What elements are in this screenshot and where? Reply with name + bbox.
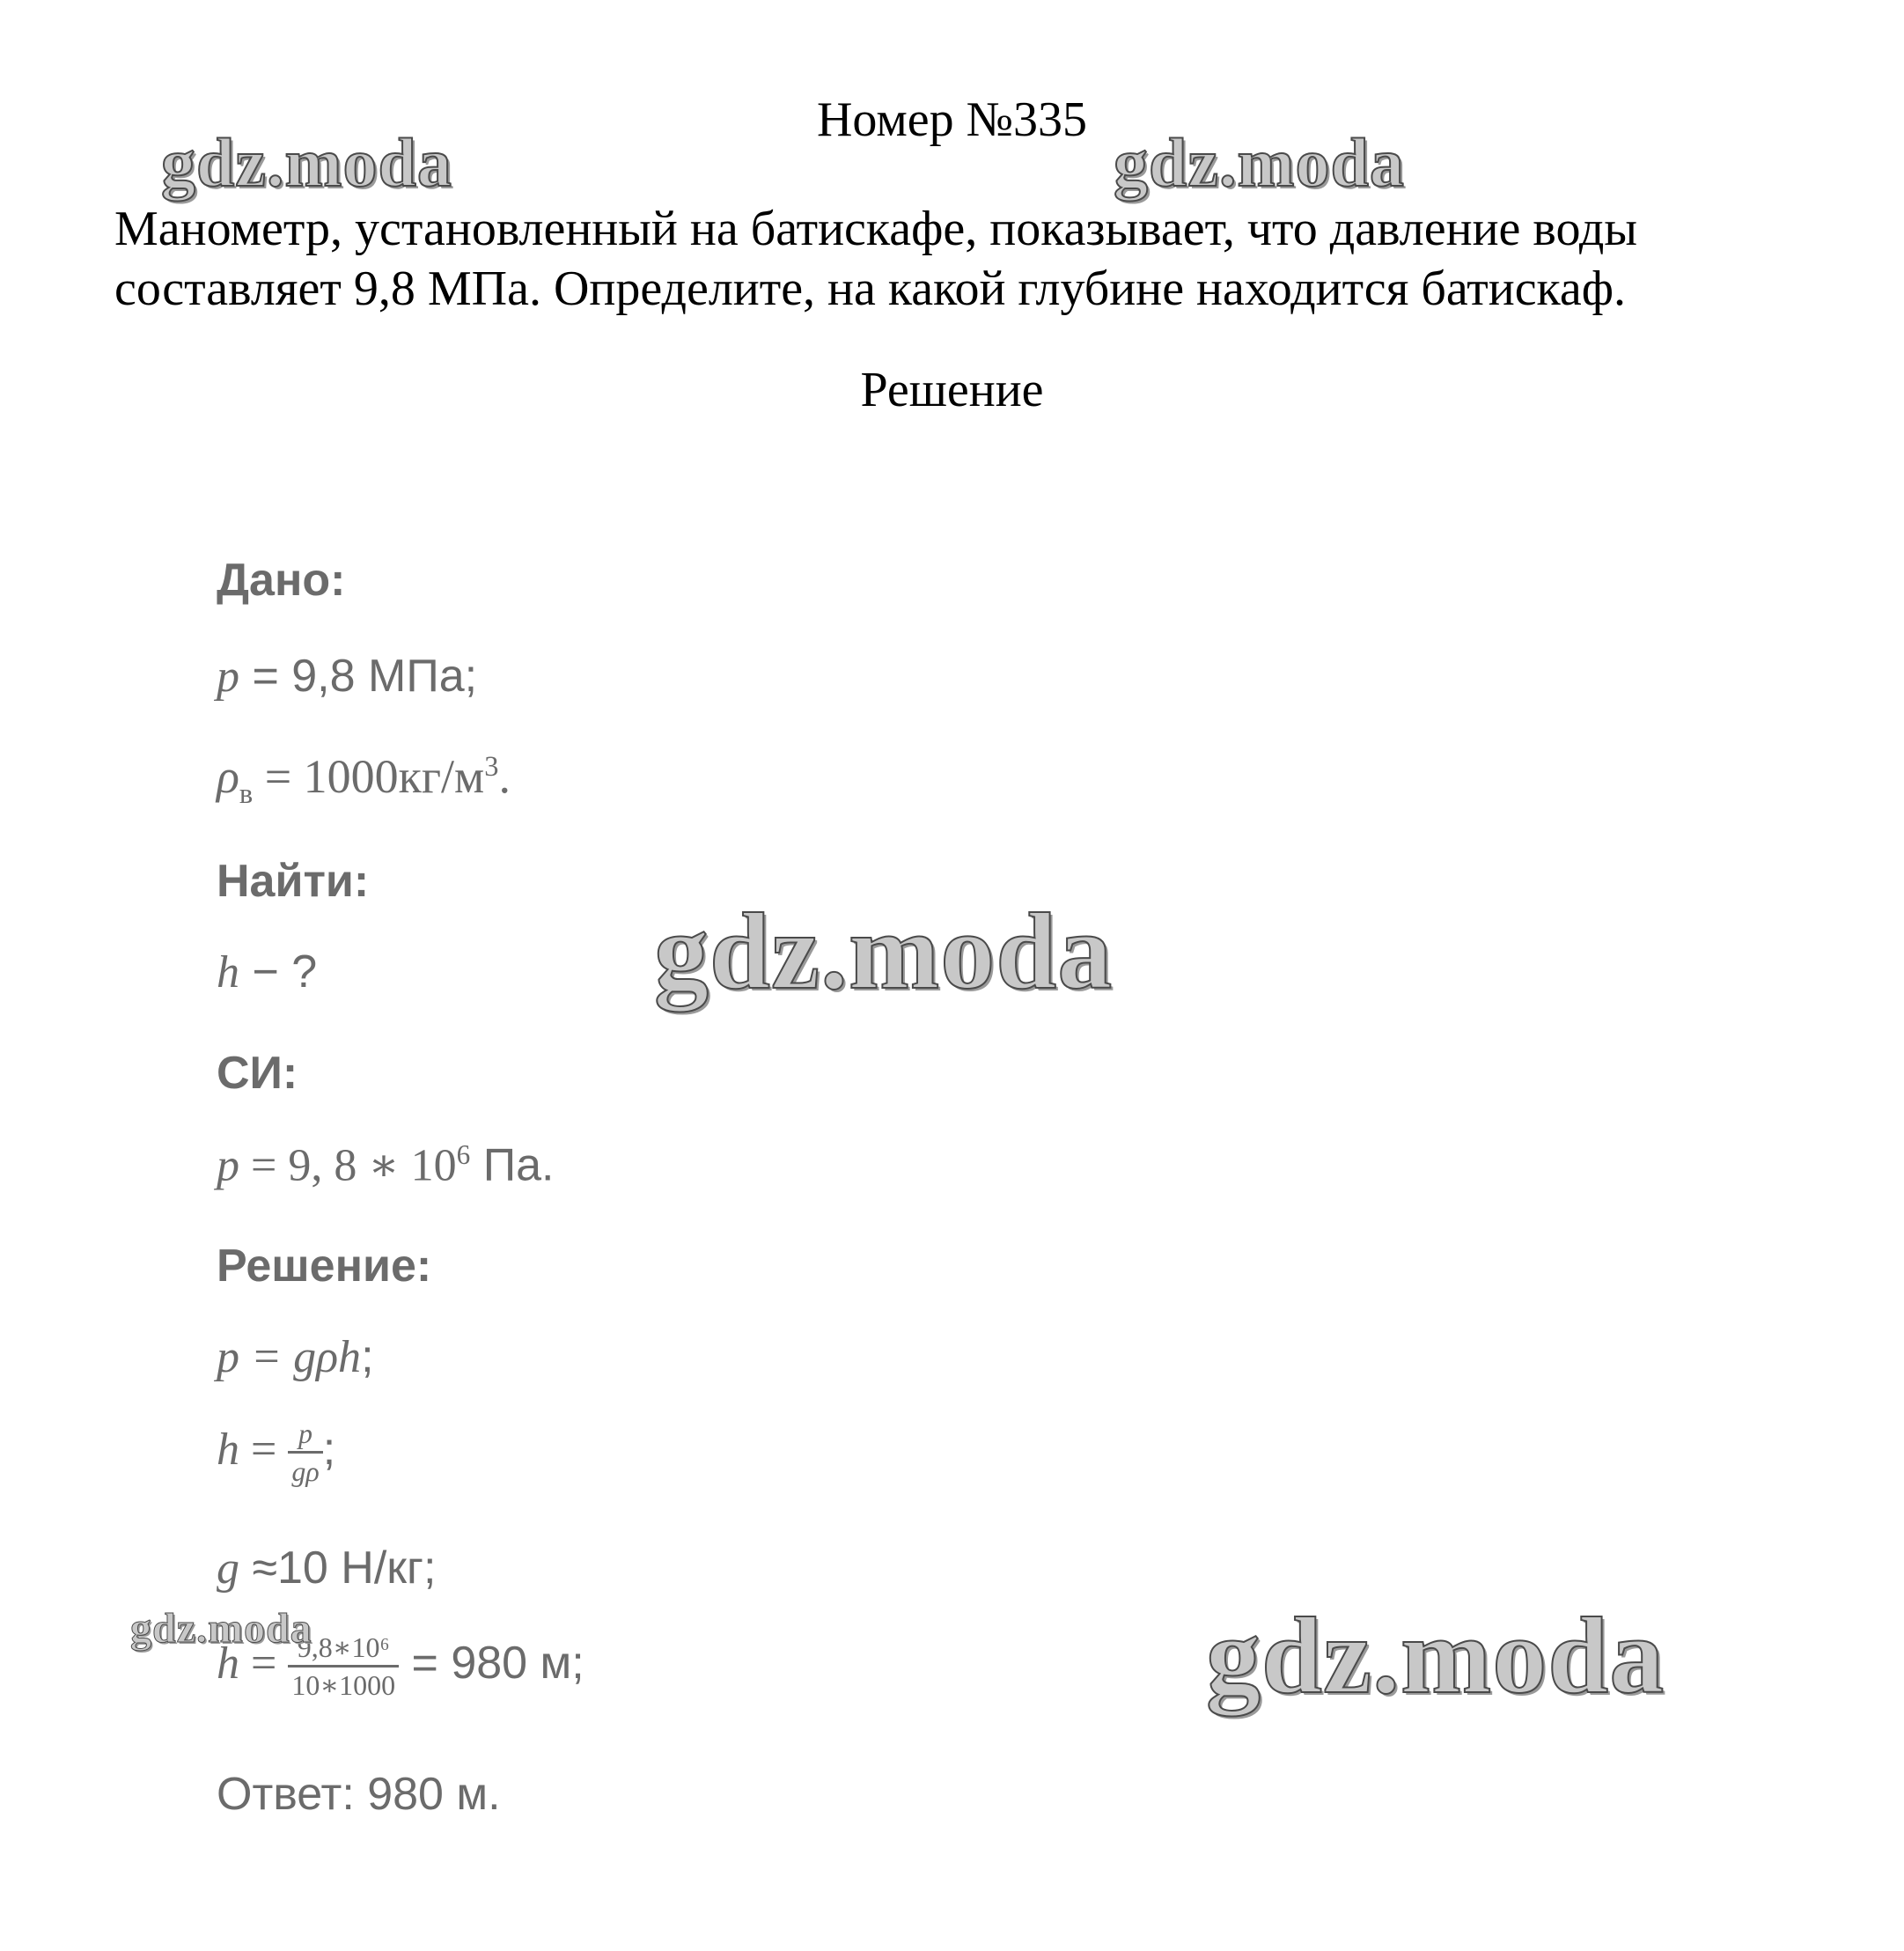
formula2-numerator: p: [288, 1419, 322, 1454]
g-variable: g: [217, 1543, 239, 1594]
solution-heading: Решение: [860, 363, 1044, 417]
formula2-end: ;: [322, 1424, 336, 1476]
formula2-denominator: gρ: [291, 1455, 320, 1487]
problem-line-2: составляет 9,8 МПа. Определите, на какой глубине находится батискаф.: [114, 261, 1627, 316]
rho-superscript: 3: [484, 751, 499, 783]
formula2-fraction: [288, 1419, 322, 1485]
calc-result: = 980 м;: [399, 1638, 584, 1690]
si-value: = 9, 8 ∗ 10: [239, 1140, 457, 1191]
h-find-value: − ?: [239, 946, 318, 998]
rho-subscript: в: [239, 777, 254, 810]
watermark-1: gdz.moda: [161, 124, 452, 201]
si-pressure: [217, 1141, 554, 1189]
formula-pressure: [217, 1331, 374, 1382]
formula2-equals: =: [239, 1425, 289, 1476]
solution-label: Решение:: [217, 1241, 432, 1292]
rho-variable: ρ: [217, 750, 239, 803]
gravity-value: [217, 1542, 437, 1594]
rho-end: .: [498, 750, 511, 803]
formula1-rest: = gρh: [239, 1332, 362, 1382]
p-value: = 9,8 МПа;: [239, 651, 478, 702]
h-variable: h: [217, 947, 239, 998]
given-pressure: [217, 653, 477, 700]
formula-height: [217, 1419, 335, 1485]
rho-value: = 1000кг/м: [253, 750, 485, 803]
formula1-variable: p: [217, 1332, 239, 1382]
problem-statement: [114, 199, 1813, 319]
watermark-2: gdz.moda: [1114, 124, 1405, 201]
calc-denominator: 10∗1000: [291, 1669, 396, 1701]
g-value: ≈10 Н/кг;: [239, 1542, 437, 1594]
find-height: [217, 946, 318, 998]
given-label: Дано:: [217, 555, 346, 606]
si-label: СИ:: [217, 1048, 298, 1099]
problem-line-1: Манометр, установленный на батискафе, показывает, что давление воды: [114, 202, 1637, 256]
watermark-5: gdz.moda: [1206, 1595, 1665, 1716]
page-title: Номер №335: [816, 92, 1088, 147]
answer: Ответ: 980 м.: [217, 1769, 501, 1820]
find-label: Найти:: [217, 856, 370, 907]
si-variable: p: [217, 1140, 239, 1191]
p-variable: p: [217, 652, 239, 702]
calc-numerator: 9,8∗10⁶: [288, 1633, 399, 1668]
calc-equals: =: [239, 1638, 289, 1690]
formula1-end: ;: [361, 1331, 374, 1382]
si-unit: Па.: [470, 1139, 555, 1191]
si-superscript: 6: [456, 1139, 471, 1170]
given-density: [217, 750, 511, 810]
formula2-variable: h: [217, 1425, 239, 1476]
watermark-3: gdz.moda: [654, 891, 1114, 1012]
watermark-4: gdz.moda: [130, 1605, 312, 1652]
calc-variable: h: [217, 1638, 239, 1690]
